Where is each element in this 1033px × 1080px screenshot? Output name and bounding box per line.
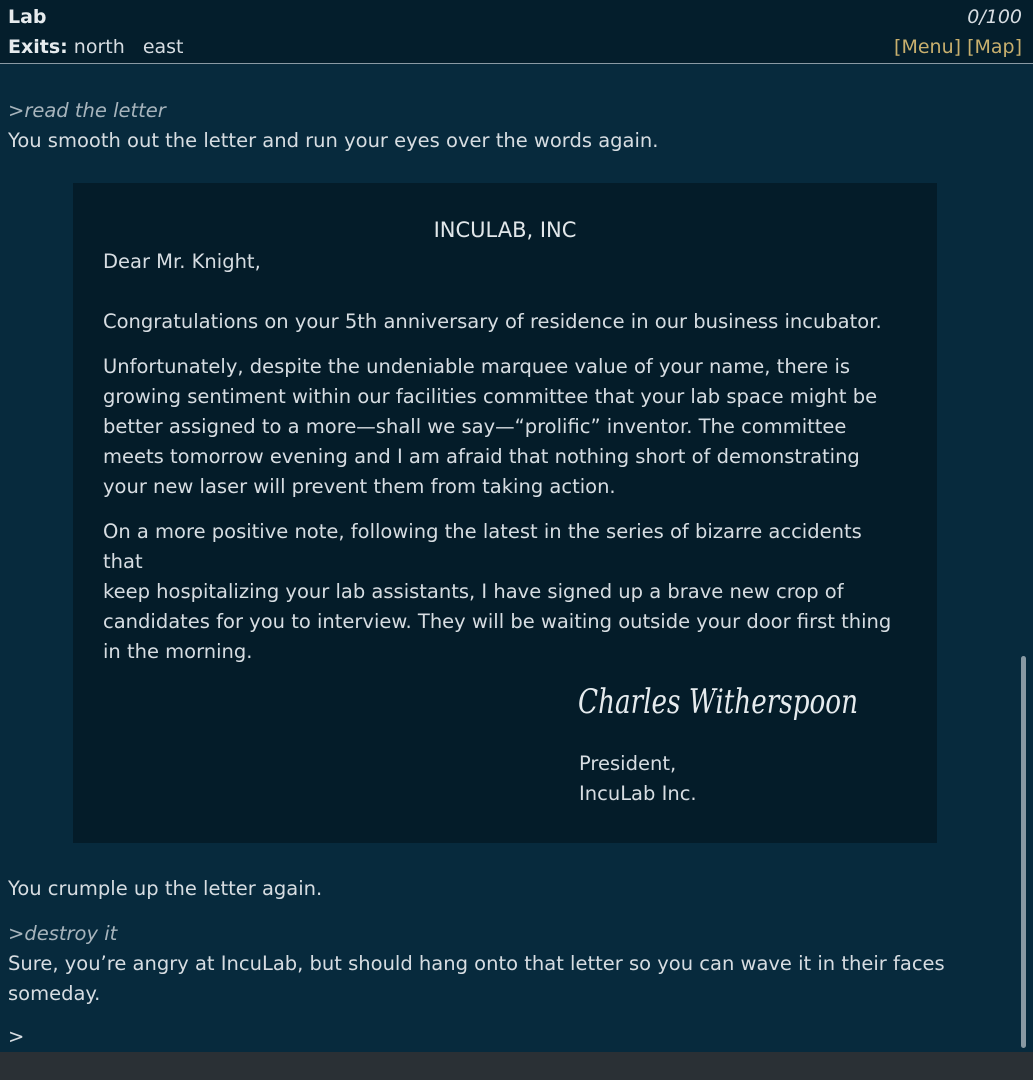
scrollbar[interactable] xyxy=(1021,656,1026,1048)
command-echo: >destroy it xyxy=(8,922,118,945)
signoff-title: President, xyxy=(579,752,677,775)
letter-signoff xyxy=(579,749,697,809)
letter-body xyxy=(103,307,903,682)
input-bar[interactable] xyxy=(0,1052,1033,1080)
exits-list xyxy=(8,36,196,58)
menu-link[interactable]: [Menu] xyxy=(894,36,962,58)
command-echo: >read the letter xyxy=(8,99,166,122)
exit-east[interactable]: east xyxy=(142,36,184,58)
signature-image xyxy=(578,675,868,731)
response-text: Sure, you’re angry at IncuLab, but should hang onto that letter so you can wave it in their faces someday. xyxy=(8,952,945,1005)
letter-heading: INCULAB, INC xyxy=(433,218,577,242)
command-prompt[interactable]: > xyxy=(8,1025,25,1048)
status-bar xyxy=(0,0,1033,64)
letter-paragraph: Congratulations on your 5th anniversary of residence in our business incubator. xyxy=(103,310,882,333)
map-link[interactable]: [Map] xyxy=(967,36,1022,58)
svg-text:Charles Witherspoon: Charles Witherspoon xyxy=(578,682,858,722)
response-text: You smooth out the letter and run your eyes over the words again. xyxy=(8,129,659,152)
score-display: 0/100 xyxy=(967,6,1022,28)
status-links xyxy=(894,36,1022,58)
room-name: Lab xyxy=(8,6,47,28)
letter-paragraph: On a more positive note, following the latest in the series of bizarre accidents that keep hospitalizing your lab assistants, I have signed up a brave new crop of candidates for you to interview. They will be waiting outside your door first thing in the morning. xyxy=(103,520,892,663)
signoff-company: IncuLab Inc. xyxy=(579,782,697,805)
exits-label: Exits: xyxy=(8,36,68,58)
response-text: You crumple up the letter again. xyxy=(8,877,323,900)
letter-salutation: Dear Mr. Knight, xyxy=(103,250,261,273)
letter-paragraph: Unfortunately, despite the undeniable marquee value of your name, there is growing sentiment within our facilities committee that your lab space might be better assigned to a more—shall we say—“prolific” inventor. The committee meets tomorrow evening and I am afraid that nothing short of demonstrating your new laser will prevent them from taking action. xyxy=(103,355,878,498)
transcript xyxy=(8,96,1008,156)
exit-north[interactable]: north xyxy=(73,36,125,58)
letter-box xyxy=(73,183,937,843)
